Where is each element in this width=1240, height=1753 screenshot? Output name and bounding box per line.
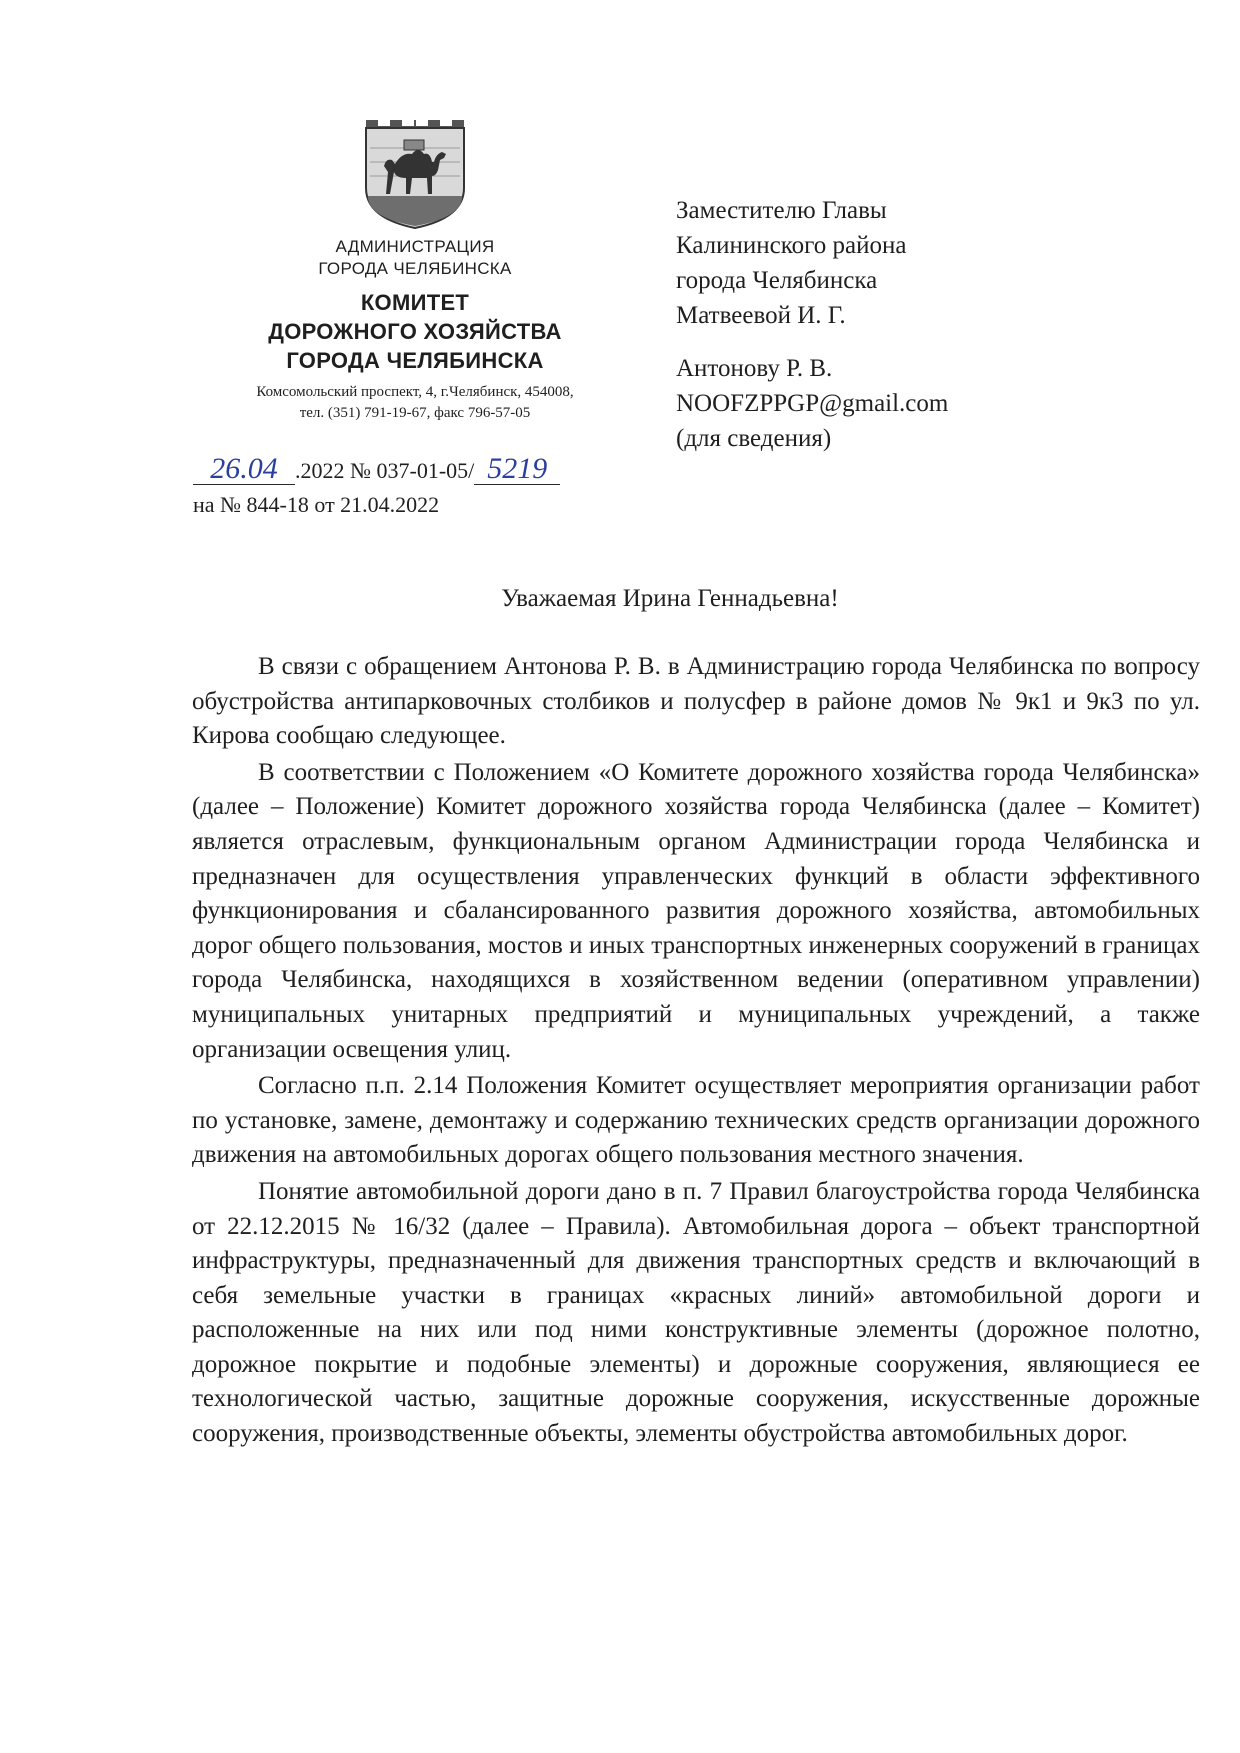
letter-body <box>192 650 1200 1454</box>
committee-name <box>195 288 635 375</box>
addressee-block <box>676 193 948 456</box>
registration-line <box>193 454 560 485</box>
salutation: Уважаемая Ирина Геннадьевна! <box>501 585 839 612</box>
contact-line: тел. (351) 791-19-67, факс 796-57-05 <box>299 405 531 421</box>
handwritten-number: 5219 <box>474 454 560 485</box>
committee-address <box>195 382 635 424</box>
body-paragraph: Понятие автомобильной дороги дано в п. 7 Правил благоустройства города Челябинска от 22.12.2015 № 16/32 (далее – Правила). Автомобильная дорога – объект транспортной инфраструктуры, предназначенный для движения транспортных средств и включающий в себя земельные участки в границах «красных линий» автомобильной дороги и расположенные на них или под ними конструктивные элементы (дорожное полотно, дорожное покрытие и подобные элементы) и дорожные сооружения, являющиеся ее технологической частью, защитные дорожные сооружения, искусственные дорожные сооружения, производственные объекты, элементы обустройства автомобильных дорог. <box>192 1177 1200 1448</box>
addressee-line: Калининского района <box>676 232 907 259</box>
addressee-line: города Челябинска <box>676 267 878 294</box>
administration-name <box>195 236 635 280</box>
handwritten-date: 26.04 <box>193 454 295 485</box>
letterhead <box>195 118 635 424</box>
committee-line: ДОРОЖНОГО ХОЗЯЙСТВА <box>268 319 562 344</box>
cc-email: NOOFZPPGP@gmail.com <box>676 390 949 417</box>
committee-line: КОМИТЕТ <box>360 290 470 315</box>
cc-note: (для сведения) <box>676 425 832 452</box>
addressee-line: Заместителю Главы <box>676 197 887 224</box>
chelyabinsk-coat-of-arms-icon <box>362 118 468 230</box>
addressee-line: Матвеевой И. Г. <box>676 302 846 329</box>
reference-line: на № 844-18 от 21.04.2022 <box>193 492 440 517</box>
registration-number: .2022 № 037-01-05/ <box>295 458 475 483</box>
address-line: Комсомольский проспект, 4, г.Челябинск, 454008, <box>256 384 574 400</box>
body-paragraph: Согласно п.п. 2.14 Положения Комитет осуществляет мероприятия организации работ по установке, замене, демонтажу и содержанию технических средств организации дорожного движения на автомобильных дорогах общего пользования местного значения. <box>192 1072 1200 1169</box>
body-paragraph: В связи с обращением Антонова Р. В. в Администрацию города Челябинска по вопросу обустройства антипарковочных столбиков и полусфер в районе домов № 9к1 и 9к3 по ул. Кирова сообщаю следующее. <box>192 653 1200 750</box>
committee-line: ГОРОДА ЧЕЛЯБИНСКА <box>286 348 544 373</box>
admin-line: АДМИНИСТРАЦИЯ <box>335 237 495 256</box>
cc-line: Антонову Р. В. <box>676 355 833 382</box>
body-paragraph: В соответствии с Положением «О Комитете дорожного хозяйства города Челябинска» (далее – Положение) Комитет дорожного хозяйства города Челябинска (далее – Комитет) является отраслевым, функциональным органом Администрации города Челябинска и предназначен для осуществления управленческих функций в области эффективного функционирования и сбалансированного развития дорожного хозяйства, автомобильных дорог общего пользования, мостов и иных транспортных инженерных сооружений в границах города Челябинска, находящихся в хозяйственном ведении (оперативном управлении) муниципальных унитарных предприятий и муниципальных учреждений, а также организации освещения улиц. <box>192 758 1200 1063</box>
admin-line: ГОРОДА ЧЕЛЯБИНСКА <box>318 259 512 278</box>
